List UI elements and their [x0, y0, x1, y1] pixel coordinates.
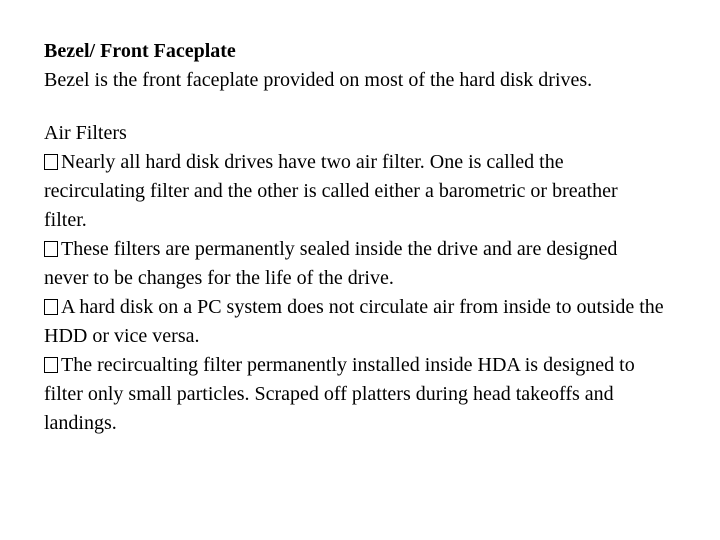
bullet-item: [44, 351, 664, 438]
bullet-text: The recircualting filter permanently installed inside HDA is designed to filter only small particles. Scraped off platters during head takeoffs and landings.: [44, 354, 635, 434]
bezel-description: Bezel is the front faceplate provided on most of the hard disk drives.: [44, 69, 593, 91]
missing-glyph-box-icon: [44, 154, 58, 170]
bezel-heading: Bezel/ Front Faceplate: [44, 40, 236, 62]
bullet-item: [44, 148, 664, 235]
bullet-item: [44, 235, 664, 293]
missing-glyph-box-icon: [44, 357, 58, 373]
slide-content: [44, 37, 664, 438]
bullet-item: [44, 293, 664, 351]
bullet-text: Nearly all hard disk drives have two air filter. One is called the recirculating filter and the other is called either a barometric or breather filter.: [44, 151, 618, 231]
bullet-text: A hard disk on a PC system does not circulate air from inside to outside the HDD or vice versa.: [44, 296, 664, 347]
bullet-text: These filters are permanently sealed inside the drive and are designed never to be changes for the life of the drive.: [44, 238, 618, 289]
air-filters-section: [44, 119, 664, 438]
air-filters-heading: Air Filters: [44, 122, 127, 144]
section-gap: [44, 95, 664, 119]
missing-glyph-box-icon: [44, 299, 58, 315]
missing-glyph-box-icon: [44, 241, 58, 257]
bezel-section: [44, 37, 664, 95]
